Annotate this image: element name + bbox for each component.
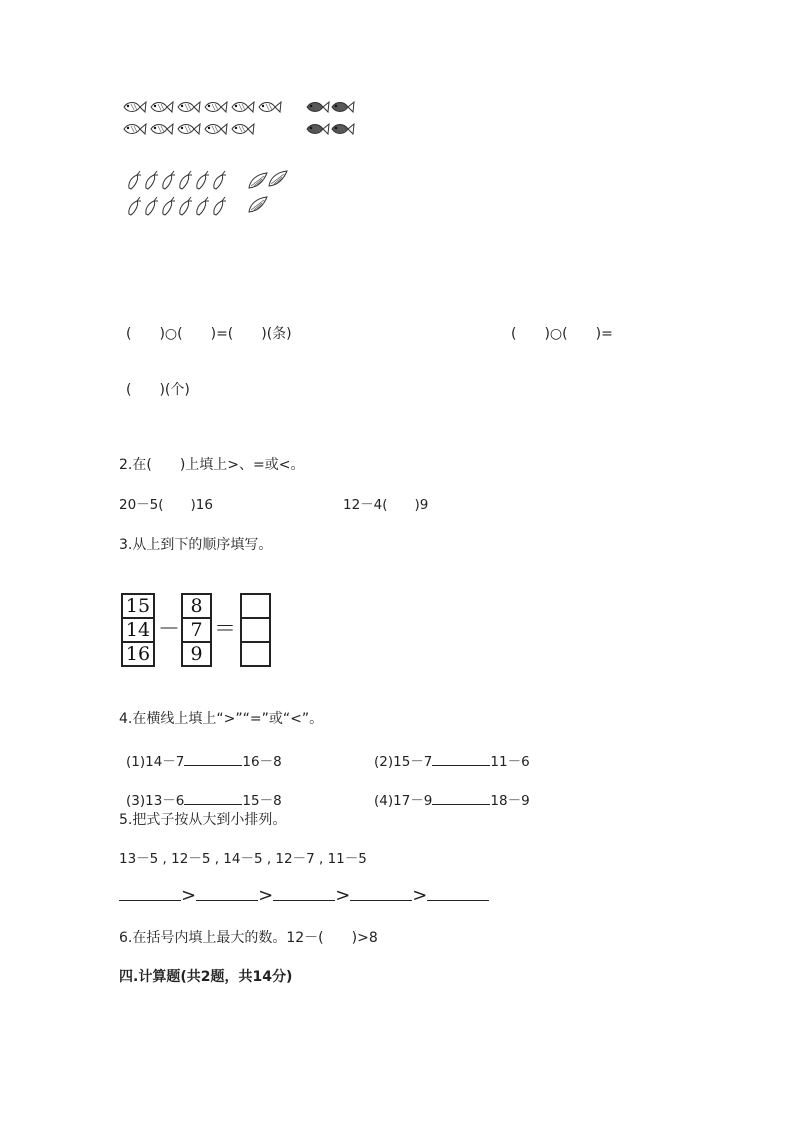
fish-icon xyxy=(307,124,329,134)
q4-item-right: 18－9 xyxy=(490,793,530,809)
eggplant-group xyxy=(120,166,240,226)
q4-answer-blank[interactable] xyxy=(184,751,242,766)
fish-icon xyxy=(151,102,173,112)
q5-answer-blank[interactable] xyxy=(273,886,335,901)
q2-item-2: 12－4( )9 xyxy=(343,497,429,513)
fish-icon xyxy=(151,124,173,134)
eggplant-icon xyxy=(146,171,158,189)
q3-minus-sign: － xyxy=(158,617,181,642)
shell-group xyxy=(243,168,293,228)
q6-title: 6.在括号内填上最大的数。12－( )>8 xyxy=(119,930,378,946)
q5-answer-blank[interactable] xyxy=(196,886,258,901)
shell-icon xyxy=(269,171,287,186)
fish-icon xyxy=(124,102,146,112)
q4-item-label: (3)13－6 xyxy=(126,793,185,809)
fish-icon xyxy=(205,124,227,134)
q3-col2-cell: 9 xyxy=(181,641,212,667)
q1-line2: ( )(个) xyxy=(126,382,190,398)
eggplant-icon xyxy=(129,171,141,189)
q1-line1-right: ( )○( )= xyxy=(511,326,613,342)
eggplant-icon xyxy=(163,197,175,215)
q4-item-right: 15－8 xyxy=(242,793,282,809)
q4-item-right: 16－8 xyxy=(242,754,282,770)
fish-icon xyxy=(124,124,146,134)
q4-title: 4.在横线上填上“>”“=”或“<”。 xyxy=(119,711,324,727)
eggplant-icon xyxy=(214,171,226,189)
eggplant-icon xyxy=(180,171,192,189)
fish-icon xyxy=(307,102,329,112)
q4-answer-blank[interactable] xyxy=(184,790,242,805)
q3-col2-cell: 8 xyxy=(181,593,212,619)
fish-group-right xyxy=(303,96,363,146)
q5-gt-sign: > xyxy=(181,885,197,906)
eggplant-icon xyxy=(163,171,175,189)
q4-item-label: (2)15－7 xyxy=(374,754,433,770)
q4-item-label: (1)14－7 xyxy=(126,754,185,770)
fish-icon xyxy=(205,102,227,112)
q3-answer-cell[interactable] xyxy=(240,617,271,643)
q5-gt-sign: > xyxy=(335,885,351,906)
q3-col1-cell: 14 xyxy=(121,617,155,643)
fish-group-left xyxy=(120,96,290,146)
eggplant-icon xyxy=(146,197,158,215)
q5-expressions: 13－5 , 12－5 , 14－5 , 12－7 , 11－5 xyxy=(119,851,367,867)
q5-title: 5.把式子按从大到小排列。 xyxy=(119,812,287,828)
fish-icon xyxy=(178,124,200,134)
fish-icon xyxy=(332,102,354,112)
eggplant-icon xyxy=(180,197,192,215)
q3-col1-cell: 15 xyxy=(121,593,155,619)
q3-title: 3.从上到下的顺序填写。 xyxy=(119,537,273,553)
eggplant-icon xyxy=(197,197,209,215)
q1-line1-left: ( )○( )=( )(条) xyxy=(126,326,292,342)
q4-item-4 xyxy=(374,790,530,810)
q3-col1-cell: 16 xyxy=(121,641,155,667)
q5-ordering-row xyxy=(119,886,489,906)
q5-answer-blank[interactable] xyxy=(119,886,181,901)
q4-answer-blank[interactable] xyxy=(432,790,490,805)
fish-icon xyxy=(232,124,254,134)
q3-answer-cell[interactable] xyxy=(240,593,271,619)
q4-item-1 xyxy=(126,751,282,771)
fish-icon xyxy=(259,102,281,112)
q4-item-label: (4)17－9 xyxy=(374,793,433,809)
q5-answer-blank[interactable] xyxy=(427,886,489,901)
eggplant-icon xyxy=(129,197,141,215)
q2-title: 2.在( )上填上>、=或<。 xyxy=(119,457,305,473)
q5-answer-blank[interactable] xyxy=(350,886,412,901)
fish-icon xyxy=(332,124,354,134)
q4-answer-blank[interactable] xyxy=(432,751,490,766)
q4-item-3 xyxy=(126,790,282,810)
eggplant-icon xyxy=(214,197,226,215)
fish-icon xyxy=(178,102,200,112)
q3-answer-cell[interactable] xyxy=(240,641,271,667)
q3-col2-cell: 7 xyxy=(181,617,212,643)
q3-equals-sign: ＝ xyxy=(214,617,237,642)
q5-gt-sign: > xyxy=(412,885,428,906)
q4-item-2 xyxy=(374,751,530,771)
q5-gt-sign: > xyxy=(258,885,274,906)
fish-icon xyxy=(232,102,254,112)
shell-icon xyxy=(249,173,267,188)
q4-item-right: 11－6 xyxy=(490,754,530,770)
shell-icon xyxy=(249,197,267,212)
eggplant-icon xyxy=(197,171,209,189)
section-4-heading: 四.计算题(共2题，共14分) xyxy=(119,969,293,985)
q2-item-1: 20－5( )16 xyxy=(119,497,213,513)
